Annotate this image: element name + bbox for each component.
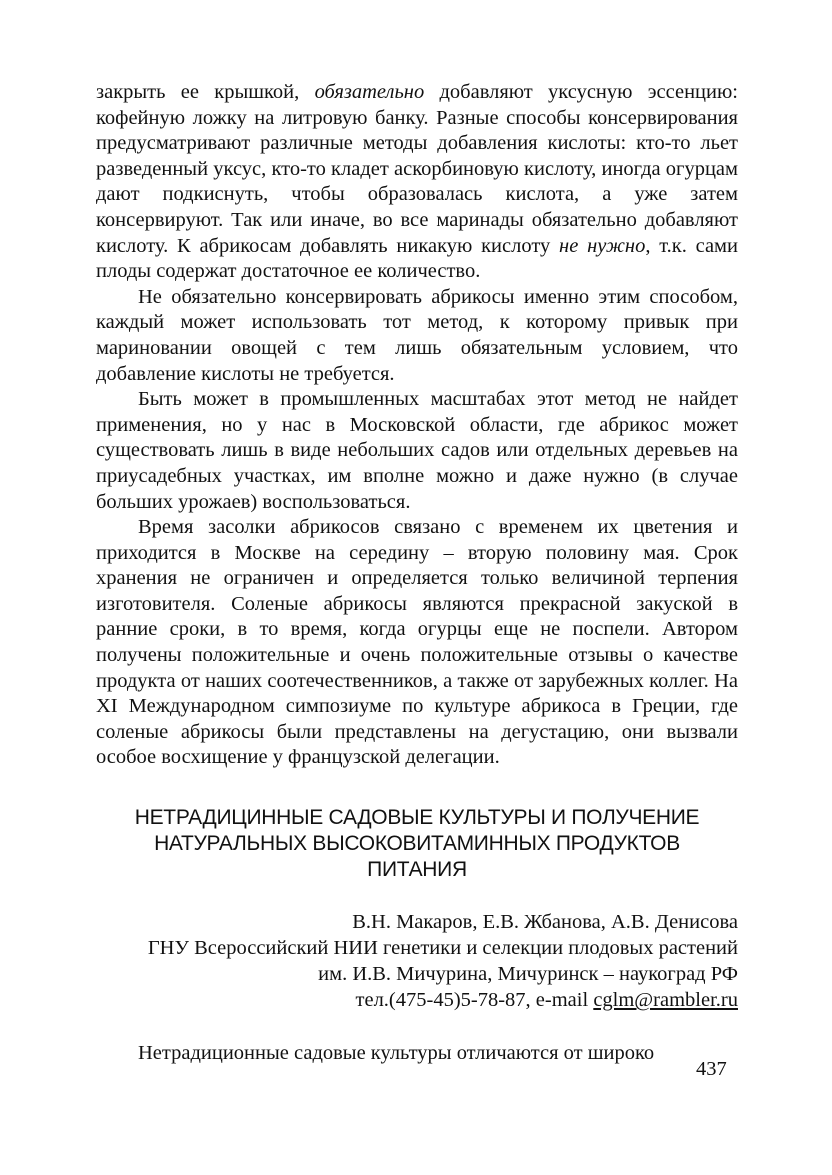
section-heading-line-3: ПИТАНИЯ: [367, 858, 467, 882]
paragraph-1-text-a: закрыть ее крышкой,: [96, 81, 315, 103]
affiliation-line-1: ГНУ Всероссийский НИИ генетики и селекции плодовых растений: [147, 937, 738, 960]
authors-block: [96, 909, 738, 1013]
section-heading: [96, 805, 738, 883]
paragraph-1-emphasis-b: не нужно: [559, 234, 646, 257]
page-number: 437: [696, 1058, 727, 1080]
email-link[interactable]: cglm@rambler.ru: [593, 989, 738, 1012]
phone-text: тел.(475-45)5-78-87, e-mail: [355, 989, 594, 1012]
contact-line: [96, 987, 738, 1013]
paragraph-1-text-b: добавляют уксусную эссенцию: кофейную ложку на литровую банку. Разные способы консервирования предусматривают различные методы добавления кислоты: кто-то льет разведенный уксус, кто-то кладет аскорбиновую кислоту, иногда огурцам дают подкиснуть, чтобы образовалась кислота, а уже затем консервируют. Так или иначе, во все маринады обязательно добавляют кислоту. К абрикосам добавлять никакую кислоту: [96, 81, 739, 257]
section-heading-line-2: НАТУРАЛЬНЫХ ВЫСОКОВИТАМИННЫХ ПРОДУКТОВ: [154, 832, 680, 856]
authors: В.Н. Макаров, Е.В. Жбанова, А.В. Денисова: [352, 911, 738, 934]
paragraph-2: Не обязательно консервировать абрикосы именно этим способом, каждый может использовать тот метод, к которому привык при мариновании овощей с тем лишь обязательным условием, что добавление кислоты не требуется.: [96, 285, 738, 385]
paragraph-1: [96, 80, 738, 285]
paragraph-4: Время засолки абрикосов связано с временем их цветения и приходится в Москве на середину – вторую половину мая. Срок хранения не ограничен и определяется только величиной терпения изготовителя. Соленые абрикосы являются прекрасной закуской в ранние сроки, в то время, когда огурцы еще не поспели. Автором получены положительные и очень положительные отзывы о качестве продукта от наших соотечественников, а также от зарубежных коллег. На XI Международном симпозиуме по культуре абрикоса в Греции, где соленые абрикосы были представлены на дегустацию, они вызвали особое восхищение у французской делегации.: [96, 516, 738, 769]
paragraph-3: Быть может в промышленных масштабах этот метод не найдет применения, но у нас в Московской области, где абрикос может существовать лишь в виде небольших садов или отдельных деревьев на приусадебных участках, им вполне можно и даже нужно (в случае больших урожаев) воспользоваться.: [96, 388, 738, 513]
section-heading-line-1: НЕТРАДИЦИННЫЕ САДОВЫЕ КУЛЬТУРЫ И ПОЛУЧЕНИЕ: [134, 806, 700, 830]
affiliation-line-2: им. И.В. Мичурина, Мичуринск – наукоград РФ: [318, 963, 738, 986]
paragraph-1-text-c: , т.к. сами плоды содержат достаточное ее количество.: [96, 234, 738, 283]
paragraph-1-emphasis-a: обязательно: [314, 81, 425, 103]
intro-paragraph: Нетрадиционные садовые культуры отличаются от широко: [138, 1042, 655, 1065]
page-body: [96, 80, 738, 1067]
